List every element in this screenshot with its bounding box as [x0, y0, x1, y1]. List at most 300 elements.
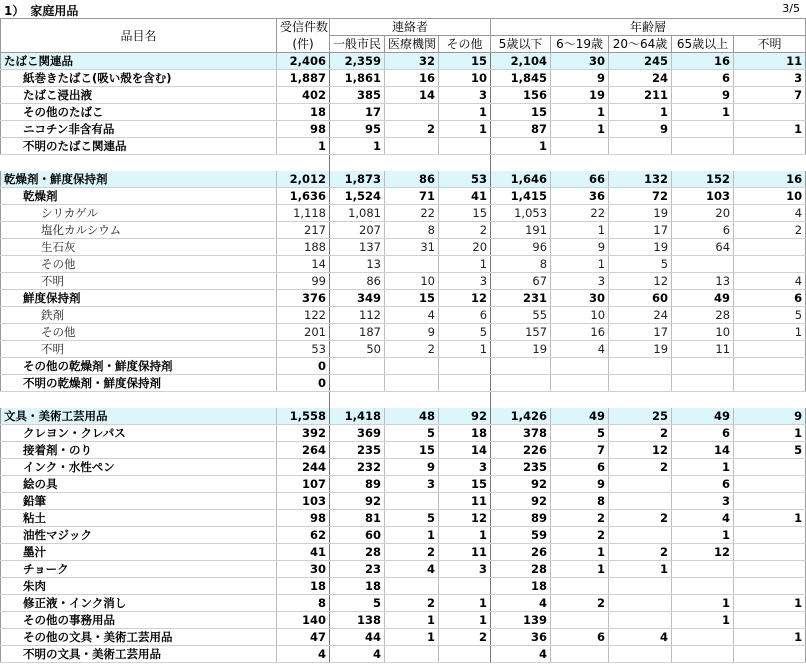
cell-value: 9: [551, 239, 609, 256]
cell-value: 207: [330, 222, 385, 239]
cell-value: 187: [330, 324, 385, 341]
cell-value: 4: [491, 646, 551, 663]
cell-value: 19: [609, 341, 672, 358]
cell-value: 385: [330, 87, 385, 104]
cell-value: 8: [491, 256, 551, 273]
cell-value: [672, 629, 734, 646]
cell-value: [609, 493, 672, 510]
item-name: 不明: [1, 341, 277, 358]
cell-value: 9: [385, 459, 439, 476]
cell-value: 2: [609, 510, 672, 527]
cell-value: 15: [439, 53, 491, 70]
cell-value: 12: [672, 544, 734, 561]
cell-value: 2,359: [330, 53, 385, 70]
cell-value: [734, 239, 806, 256]
cell-value: [551, 138, 609, 155]
cell-value: 1,081: [330, 205, 385, 222]
header-age-col: 20～64歳: [609, 36, 672, 53]
header-age-col: 5歳以下: [491, 36, 551, 53]
cell-value: 17: [330, 104, 385, 121]
category-row: [1, 171, 806, 188]
cell-value: 140: [277, 612, 330, 629]
cell-value: 5: [734, 307, 806, 324]
cell-value: [734, 358, 806, 375]
table-row: [1, 561, 806, 578]
cell-value: 30: [551, 290, 609, 307]
item-name: 生石灰: [1, 239, 277, 256]
cell-value: 23: [330, 561, 385, 578]
cell-value: 156: [491, 87, 551, 104]
cell-value: 26: [491, 544, 551, 561]
cell-value: 19: [551, 87, 609, 104]
table-row: [1, 205, 806, 222]
cell-value: 16: [672, 53, 734, 70]
cell-value: 92: [330, 493, 385, 510]
cell-value: 191: [491, 222, 551, 239]
category-row: [1, 53, 806, 70]
cell-value: 4: [491, 595, 551, 612]
cell-value: [491, 375, 551, 392]
item-name: ニコチン非含有品: [1, 121, 277, 138]
cell-value: 201: [277, 324, 330, 341]
item-name: 乾燥剤: [1, 188, 277, 205]
item-name: 墨汁: [1, 544, 277, 561]
cell-value: 1,524: [330, 188, 385, 205]
cell-value: 4: [385, 307, 439, 324]
cell-value: 53: [439, 171, 491, 188]
table-row: [1, 612, 806, 629]
cell-value: 92: [491, 493, 551, 510]
cell-value: 139: [491, 612, 551, 629]
cell-value: 49: [551, 408, 609, 425]
item-name: 不明の乾燥剤・鮮度保持剤: [1, 375, 277, 392]
cell-value: 19: [491, 341, 551, 358]
cell-value: 3: [439, 561, 491, 578]
item-name: チョーク: [1, 561, 277, 578]
cell-value: 16: [385, 70, 439, 87]
cell-value: 17: [609, 324, 672, 341]
cell-value: 9: [551, 70, 609, 87]
cell-value: 4: [672, 510, 734, 527]
cell-value: 87: [491, 121, 551, 138]
item-name: 乾燥剤・鮮度保持剤: [1, 171, 277, 188]
cell-value: [385, 256, 439, 273]
cell-value: [734, 527, 806, 544]
cell-value: 81: [330, 510, 385, 527]
cell-value: [385, 358, 439, 375]
cell-value: [672, 138, 734, 155]
table-row: [1, 646, 806, 663]
cell-value: [609, 595, 672, 612]
header-row-1: [1, 19, 806, 36]
item-name: 鮮度保持剤: [1, 290, 277, 307]
cell-value: [551, 392, 609, 409]
cell-value: 18: [491, 578, 551, 595]
cell-value: 1: [734, 324, 806, 341]
cell-value: 392: [277, 425, 330, 442]
cell-value: 1: [439, 256, 491, 273]
table-row: [1, 121, 806, 138]
cell-value: 188: [277, 239, 330, 256]
table-row: [1, 239, 806, 256]
cell-value: 4: [385, 561, 439, 578]
table-row: [1, 544, 806, 561]
cell-value: 2: [385, 341, 439, 358]
cell-value: 0: [277, 358, 330, 375]
table-row: [1, 87, 806, 104]
cell-value: 28: [491, 561, 551, 578]
item-name: 接着剤・のり: [1, 442, 277, 459]
item-name: その他の乾燥剤・鮮度保持剤: [1, 358, 277, 375]
cell-value: [672, 392, 734, 409]
cell-value: 0: [277, 375, 330, 392]
item-name: シリカゲル: [1, 205, 277, 222]
cell-value: 8: [551, 493, 609, 510]
cell-value: 24: [609, 307, 672, 324]
item-name: 絵の具: [1, 476, 277, 493]
cell-value: 10: [734, 188, 806, 205]
cell-value: [385, 155, 439, 172]
cell-value: 226: [491, 442, 551, 459]
cell-value: 12: [609, 273, 672, 290]
cell-value: 14: [439, 442, 491, 459]
item-name: [1, 155, 277, 172]
cell-value: [385, 646, 439, 663]
cell-value: 11: [672, 341, 734, 358]
cell-value: 16: [551, 324, 609, 341]
cell-value: 4: [734, 205, 806, 222]
cell-value: 1: [672, 527, 734, 544]
cell-value: 1: [551, 544, 609, 561]
cell-value: 2,104: [491, 53, 551, 70]
cell-value: 103: [277, 493, 330, 510]
cell-value: [734, 493, 806, 510]
cell-value: 2: [385, 595, 439, 612]
cell-value: 1: [734, 629, 806, 646]
cell-value: 211: [609, 87, 672, 104]
cell-value: 66: [551, 171, 609, 188]
cell-value: [609, 392, 672, 409]
cell-value: 6: [672, 222, 734, 239]
cell-value: 5: [439, 324, 491, 341]
cell-value: 1: [609, 104, 672, 121]
item-name: 文具・美術工芸用品: [1, 408, 277, 425]
cell-value: 12: [609, 442, 672, 459]
category-row: [1, 408, 806, 425]
cell-value: 15: [491, 104, 551, 121]
cell-value: 1: [385, 527, 439, 544]
cell-value: [609, 375, 672, 392]
cell-value: 30: [551, 53, 609, 70]
cell-value: 1,426: [491, 408, 551, 425]
item-name: 不明の文具・美術工芸用品: [1, 646, 277, 663]
cell-value: 18: [277, 104, 330, 121]
cell-value: 1: [491, 138, 551, 155]
cell-value: [734, 578, 806, 595]
cell-value: 10: [439, 70, 491, 87]
table-row: [1, 595, 806, 612]
cell-value: 2: [609, 425, 672, 442]
cell-value: 1: [734, 595, 806, 612]
cell-value: [277, 392, 330, 409]
table-row: [1, 256, 806, 273]
cell-value: 2: [385, 121, 439, 138]
cell-value: [330, 358, 385, 375]
cell-value: 1: [385, 629, 439, 646]
cell-value: 72: [609, 188, 672, 205]
table-row: [1, 273, 806, 290]
table-row: [1, 138, 806, 155]
cell-value: 1,887: [277, 70, 330, 87]
cell-value: 15: [385, 290, 439, 307]
table-row: [1, 442, 806, 459]
item-name: その他の事務用品: [1, 612, 277, 629]
cell-value: 3: [439, 87, 491, 104]
cell-value: 32: [385, 53, 439, 70]
cell-value: 3: [734, 70, 806, 87]
cell-value: [439, 646, 491, 663]
cell-value: 62: [277, 527, 330, 544]
cell-value: 6: [439, 307, 491, 324]
item-name: 修正液・インク消し: [1, 595, 277, 612]
cell-value: 60: [609, 290, 672, 307]
header-age-col: 65歳以上: [672, 36, 734, 53]
item-name: [1, 392, 277, 409]
cell-value: 4: [734, 273, 806, 290]
cell-value: 1,118: [277, 205, 330, 222]
cell-value: 10: [385, 273, 439, 290]
cell-value: 9: [734, 408, 806, 425]
cell-value: 2: [551, 595, 609, 612]
cell-value: 36: [491, 629, 551, 646]
cell-value: 1: [672, 104, 734, 121]
table-row: [1, 222, 806, 239]
cell-value: 235: [330, 442, 385, 459]
table-row: [1, 70, 806, 87]
table-row: [1, 375, 806, 392]
cell-value: 15: [385, 442, 439, 459]
cell-value: 3: [385, 476, 439, 493]
cell-value: 13: [672, 273, 734, 290]
cell-value: [609, 646, 672, 663]
cell-value: [330, 392, 385, 409]
cell-value: 152: [672, 171, 734, 188]
table-row: [1, 527, 806, 544]
table-row: [1, 307, 806, 324]
item-name: その他のたばこ: [1, 104, 277, 121]
cell-value: 15: [439, 205, 491, 222]
cell-value: 55: [491, 307, 551, 324]
cell-value: [439, 392, 491, 409]
cell-value: [672, 155, 734, 172]
table-row: [1, 104, 806, 121]
cell-value: 5: [330, 595, 385, 612]
cell-value: 1: [734, 510, 806, 527]
cell-value: 1: [734, 121, 806, 138]
cell-value: 1: [672, 595, 734, 612]
cell-value: 99: [277, 273, 330, 290]
cell-value: [551, 646, 609, 663]
cell-value: 5: [609, 256, 672, 273]
cell-value: [609, 612, 672, 629]
cell-value: 264: [277, 442, 330, 459]
cell-value: 7: [734, 87, 806, 104]
cell-value: [385, 104, 439, 121]
section-title: 1） 家庭用品: [4, 4, 79, 18]
cell-value: 1,558: [277, 408, 330, 425]
cell-value: 4: [277, 646, 330, 663]
cell-value: [277, 155, 330, 172]
cell-value: 5: [551, 425, 609, 442]
cell-value: 2: [734, 222, 806, 239]
cell-value: 24: [609, 70, 672, 87]
cell-value: 41: [277, 544, 330, 561]
cell-value: 369: [330, 425, 385, 442]
cell-value: [609, 527, 672, 544]
cell-value: 71: [385, 188, 439, 205]
cell-value: 1: [439, 595, 491, 612]
cell-value: 11: [439, 493, 491, 510]
item-name: クレヨン・クレパス: [1, 425, 277, 442]
cell-value: 1,053: [491, 205, 551, 222]
cell-value: 17: [609, 222, 672, 239]
cell-value: 3: [439, 273, 491, 290]
cell-value: [734, 155, 806, 172]
cell-value: 30: [277, 561, 330, 578]
header-contact-col: 医療機関: [385, 36, 439, 53]
cell-value: [491, 358, 551, 375]
cell-value: [551, 375, 609, 392]
cell-value: [609, 358, 672, 375]
cell-value: 132: [609, 171, 672, 188]
item-name: インク・水性ペン: [1, 459, 277, 476]
cell-value: 13: [330, 256, 385, 273]
cell-value: 22: [385, 205, 439, 222]
cell-value: 376: [277, 290, 330, 307]
cell-value: 1: [551, 121, 609, 138]
header-contact-col: 一般市民: [330, 36, 385, 53]
cell-value: 9: [609, 121, 672, 138]
cell-value: [734, 392, 806, 409]
cell-value: 1: [551, 104, 609, 121]
cell-value: 64: [672, 239, 734, 256]
item-name: たばこ関連品: [1, 53, 277, 70]
cell-value: 9: [385, 324, 439, 341]
cell-value: 1: [439, 341, 491, 358]
cell-value: [491, 155, 551, 172]
cell-value: 47: [277, 629, 330, 646]
cell-value: 59: [491, 527, 551, 544]
cell-value: 50: [330, 341, 385, 358]
cell-value: 2: [385, 544, 439, 561]
cell-value: [551, 358, 609, 375]
spacer-row: [1, 155, 806, 172]
item-name: 油性マジック: [1, 527, 277, 544]
cell-value: 18: [439, 425, 491, 442]
cell-value: 6: [672, 70, 734, 87]
cell-value: 96: [491, 239, 551, 256]
cell-value: [609, 138, 672, 155]
cell-value: 49: [672, 290, 734, 307]
table-row: [1, 476, 806, 493]
statistics-table: [0, 18, 806, 663]
cell-value: 6: [551, 459, 609, 476]
cell-value: 48: [385, 408, 439, 425]
cell-value: 232: [330, 459, 385, 476]
cell-value: 11: [439, 544, 491, 561]
cell-value: 11: [734, 53, 806, 70]
cell-value: 138: [330, 612, 385, 629]
cell-value: 4: [609, 629, 672, 646]
cell-value: 18: [330, 578, 385, 595]
cell-value: 14: [277, 256, 330, 273]
cell-value: 1,646: [491, 171, 551, 188]
cell-value: 3: [672, 493, 734, 510]
cell-value: [734, 459, 806, 476]
header-age: 年齢層: [491, 19, 806, 36]
cell-value: 19: [609, 205, 672, 222]
cell-value: [672, 578, 734, 595]
cell-value: [439, 578, 491, 595]
cell-value: 349: [330, 290, 385, 307]
cell-value: 1: [330, 138, 385, 155]
cell-value: [734, 104, 806, 121]
cell-value: 14: [385, 87, 439, 104]
cell-value: 2: [439, 629, 491, 646]
cell-value: 3: [551, 273, 609, 290]
cell-value: 31: [385, 239, 439, 256]
cell-value: [551, 612, 609, 629]
cell-value: 1,861: [330, 70, 385, 87]
table-row: [1, 188, 806, 205]
cell-value: [551, 155, 609, 172]
cell-value: 2: [439, 222, 491, 239]
cell-value: 5: [385, 510, 439, 527]
cell-value: 5: [734, 442, 806, 459]
cell-value: 20: [672, 205, 734, 222]
cell-value: 107: [277, 476, 330, 493]
cell-value: [672, 646, 734, 663]
cell-value: 28: [672, 307, 734, 324]
cell-value: [734, 646, 806, 663]
cell-value: 217: [277, 222, 330, 239]
item-name: 塩化カルシウム: [1, 222, 277, 239]
cell-value: 1: [551, 222, 609, 239]
cell-value: [551, 578, 609, 595]
cell-value: 2: [551, 527, 609, 544]
cell-value: [672, 561, 734, 578]
cell-value: 89: [330, 476, 385, 493]
cell-value: 89: [491, 510, 551, 527]
cell-value: 41: [439, 188, 491, 205]
cell-value: 5: [385, 425, 439, 442]
table-row: [1, 510, 806, 527]
cell-value: 1: [551, 561, 609, 578]
cell-value: 235: [491, 459, 551, 476]
cell-value: [734, 561, 806, 578]
header-received-unit: (件): [277, 36, 330, 53]
cell-value: [734, 612, 806, 629]
cell-value: 1,415: [491, 188, 551, 205]
cell-value: 1: [551, 256, 609, 273]
cell-value: 18: [277, 578, 330, 595]
item-name: 鉄剤: [1, 307, 277, 324]
cell-value: [385, 578, 439, 595]
cell-value: [672, 358, 734, 375]
cell-value: [439, 375, 491, 392]
cell-value: 112: [330, 307, 385, 324]
cell-value: 60: [330, 527, 385, 544]
